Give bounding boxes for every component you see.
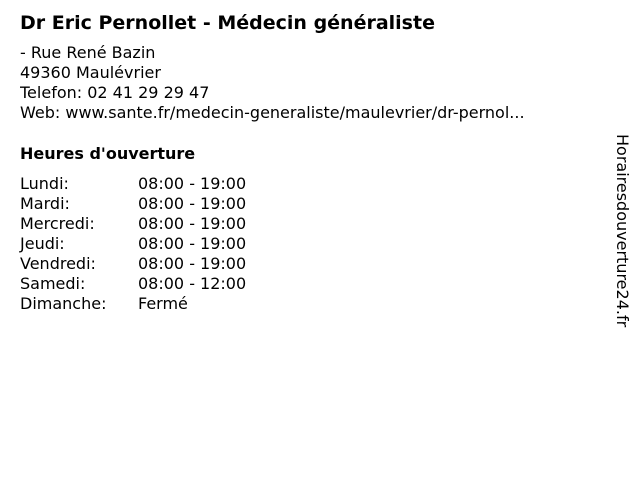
hours-row-monday bbox=[20, 174, 246, 194]
site-brand-vertical: Horairesdouverture24.fr bbox=[613, 134, 632, 328]
time-range: 08:00 - 19:00 bbox=[138, 234, 247, 253]
day-label: Mardi: bbox=[20, 194, 70, 213]
hours-row-friday bbox=[20, 254, 246, 274]
time-range: 08:00 - 12:00 bbox=[138, 274, 247, 293]
day-label: Dimanche: bbox=[20, 294, 107, 313]
day-label: Samedi: bbox=[20, 274, 86, 293]
day-label: Mercredi: bbox=[20, 214, 95, 233]
website-link[interactable]: Web: www.sante.fr/medecin-generaliste/maulevrier/dr-pernol... bbox=[20, 103, 525, 122]
hours-row-wednesday bbox=[20, 214, 246, 234]
time-range: 08:00 - 19:00 bbox=[138, 174, 247, 193]
time-range: Fermé bbox=[138, 294, 188, 313]
time-range: 08:00 - 19:00 bbox=[138, 194, 247, 213]
hours-row-tuesday bbox=[20, 194, 246, 214]
street-address: - Rue René Bazin bbox=[20, 43, 156, 62]
hours-row-sunday bbox=[20, 294, 246, 314]
time-range: 08:00 - 19:00 bbox=[138, 214, 247, 233]
hours-row-thursday bbox=[20, 234, 246, 254]
opening-hours-table bbox=[20, 174, 246, 314]
day-label: Vendredi: bbox=[20, 254, 96, 273]
day-label: Lundi: bbox=[20, 174, 69, 193]
opening-hours-heading: Heures d'ouverture bbox=[20, 144, 196, 163]
address-block bbox=[20, 43, 590, 123]
hours-row-saturday bbox=[20, 274, 246, 294]
time-range: 08:00 - 19:00 bbox=[138, 254, 247, 273]
postal-city: 49360 Maulévrier bbox=[20, 63, 161, 82]
page-title: Dr Eric Pernollet - Médecin généraliste bbox=[20, 12, 435, 34]
day-label: Jeudi: bbox=[20, 234, 65, 253]
phone-number: Telefon: 02 41 29 29 47 bbox=[20, 83, 210, 102]
